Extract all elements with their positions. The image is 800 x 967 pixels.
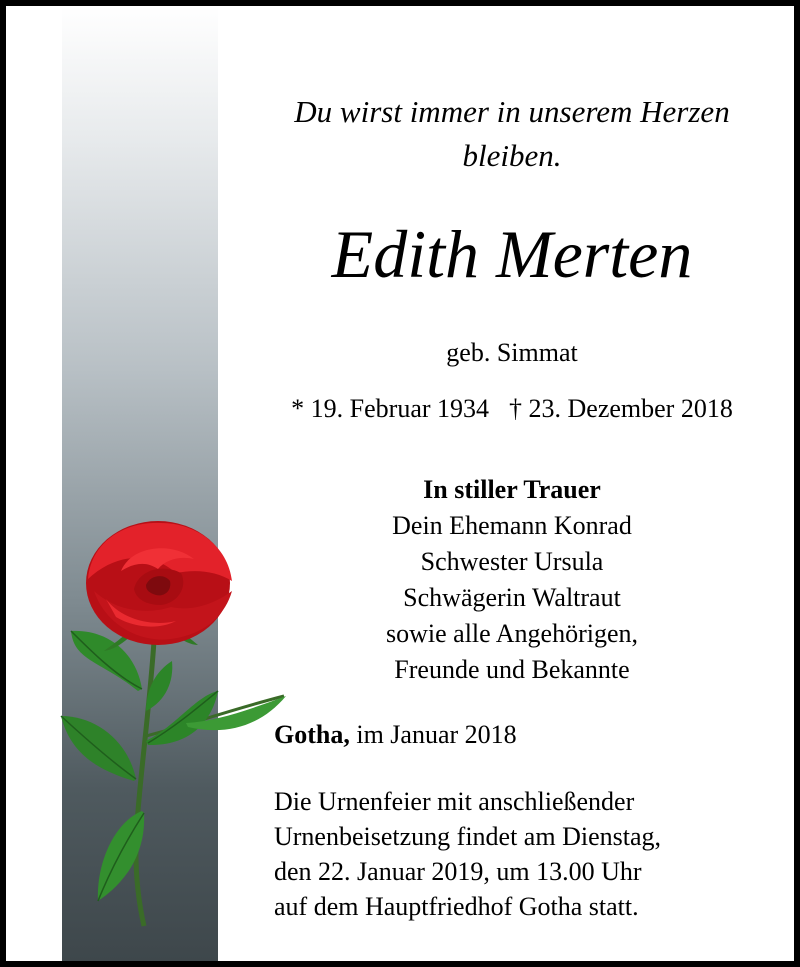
mourner-line: Freunde und Bekannte [394,655,630,684]
mourner-line: Dein Ehemann Konrad [392,511,632,540]
mourner-line: sowie alle Angehörigen, [386,619,638,648]
death-date: † 23. Dezember 2018 [509,394,733,423]
birth-date: * 19. Februar 1934 [291,394,490,423]
ceremony-line: auf dem Hauptfriedhof Gotha statt. [274,892,639,921]
birth-name: geb. Simmat [446,338,578,367]
place-city: Gotha, [274,720,350,749]
ceremony-info [274,784,764,924]
quote-line: bleiben. [462,138,562,173]
ceremony-line: Die Urnenfeier mit anschließender [274,787,635,816]
quote-line: Du wirst immer in unserem Herzen [294,94,730,129]
ceremony-line: Urnenbeisetzung findet am Dienstag, [274,822,661,851]
mourner-line: Schwester Ursula [420,547,604,576]
place-date [274,718,764,752]
mourner-line: Schwägerin Waltraut [403,583,621,612]
memorial-quote [262,90,762,178]
deceased-name: Edith Merten [331,216,693,292]
place-month: im Januar 2018 [356,720,517,749]
ceremony-line: den 22. Januar 2019, um 13.00 Uhr [274,857,642,886]
rose-icon [46,511,296,931]
mourners-block [262,472,762,688]
mourners-heading: In stiller Trauer [423,475,601,504]
life-dates [262,392,762,426]
